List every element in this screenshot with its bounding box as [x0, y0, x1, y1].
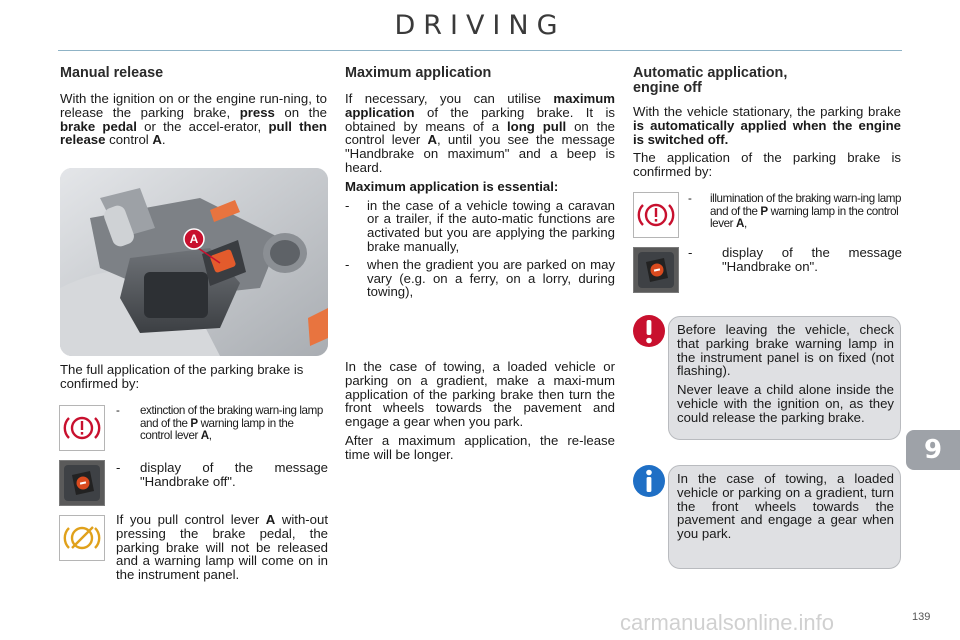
list-item — [345, 258, 615, 299]
maximum-application-intro: If necessary, you can utilise maximum application of the parking brake. It is obtained by means of a long pull on the control lever A, until you see the message "Handbrake on maximum" and a beep is heard. — [345, 91, 616, 175]
page-number: 139 — [912, 611, 931, 623]
manual-release-heading: Manual release — [60, 65, 164, 81]
header-divider — [58, 50, 902, 51]
handbrake-on-text: display of the message "Handbrake on". — [722, 245, 902, 274]
lever-p-lamp-icon — [634, 248, 678, 292]
control-lever-label: A — [189, 232, 199, 246]
brake-warning-icon — [60, 406, 104, 450]
manual-release-section — [60, 66, 327, 147]
info-icon — [632, 463, 666, 499]
handbrake-off-text: display of the message "Handbrake off". — [140, 460, 328, 489]
warning-note: Before leaving the vehicle, check that parking brake warning lamp in the instrument panel is on fixed (not flashing). Never leave a child alone inside the vehicle with the ignition on, as they could release the parking brake. — [668, 316, 901, 440]
list-dash: - — [116, 460, 121, 475]
info-note: In the case of towing, a loaded vehicle or parking on a gradient, turn the front wheels towards the pavement and engage a gear when you park. — [668, 465, 901, 569]
page-title: DRIVING — [394, 10, 566, 41]
brake-warning-lamp-indicator — [633, 192, 679, 238]
brake-warning-lamp-indicator — [59, 405, 105, 451]
list-dash: - — [345, 256, 350, 272]
manual-release-intro: With the ignition on or the engine run-ning, to release the parking brake, press on the brake pedal or the accel-erator, pull then release control A. — [60, 91, 327, 148]
automatic-confirm-text: The application of the parking brake is confirmed by: — [633, 150, 901, 180]
list-dash: - — [116, 404, 120, 417]
brake-fault-indicator — [59, 515, 105, 561]
maximum-application-heading: Maximum application — [345, 65, 492, 81]
lever-lamp-indicator — [59, 460, 105, 506]
pull-without-pedal-text: If you pull control lever A with-out pressing the brake pedal, the parking brake will not be released and a warning lamp will come on in the instrument panel. — [116, 512, 329, 583]
automatic-application-intro: With the vehicle stationary, the parking brake is automatically applied when the engine is switched off. — [633, 104, 901, 147]
gradient-varies-text: when the gradient you are parked on may vary (e.g. on a ferry, on a lorry, during towing), — [367, 256, 615, 300]
parking-brake-photo — [60, 168, 328, 356]
lever-lamp-indicator — [633, 247, 679, 293]
extinction-text: extinction of the braking warn-ing lamp and of the P warning lamp in the control lever A, — [140, 404, 323, 443]
exclamation-icon — [632, 313, 666, 349]
illumination-text: illumination of the braking warn-ing lamp and of the P warning lamp in the control lever A, — [710, 192, 902, 231]
essential-heading: Maximum application is essential: — [345, 178, 559, 194]
manual-release-confirm: The full application of the parking brake is confirmed by: — [60, 362, 304, 391]
chapter-tab[interactable] — [906, 430, 960, 470]
lever-p-lamp-icon — [60, 461, 104, 505]
list-dash: - — [688, 245, 693, 260]
amber-brake-fault-icon — [60, 516, 104, 560]
list-item — [345, 199, 615, 254]
watermark: carmanualsonline.info — [620, 610, 835, 635]
automatic-application-section — [633, 66, 901, 179]
maximum-application-section — [345, 66, 615, 299]
list-dash: - — [688, 192, 692, 205]
brake-warning-icon — [634, 193, 678, 237]
towing-caravan-text: in the case of a vehicle towing a caravan or a trailer, if the auto-matic functions are activated but you are applying the parking brake manually, — [367, 197, 615, 254]
list-dash: - — [345, 197, 350, 213]
automatic-application-heading: Automatic application, engine off — [633, 65, 788, 96]
chapter-number: 9 — [923, 435, 943, 465]
towing-advice: In the case of towing, a loaded vehicle or parking on a gradient, make a maxi-mum application of the parking brake then turn the front wheels towards the pavement and engage a gear when you park. After a maximum application, the re-lease time will be longer. — [345, 359, 615, 462]
console-illustration — [60, 168, 328, 356]
release-time-text: After a maximum application, the re-lease time will be longer. — [345, 432, 615, 462]
